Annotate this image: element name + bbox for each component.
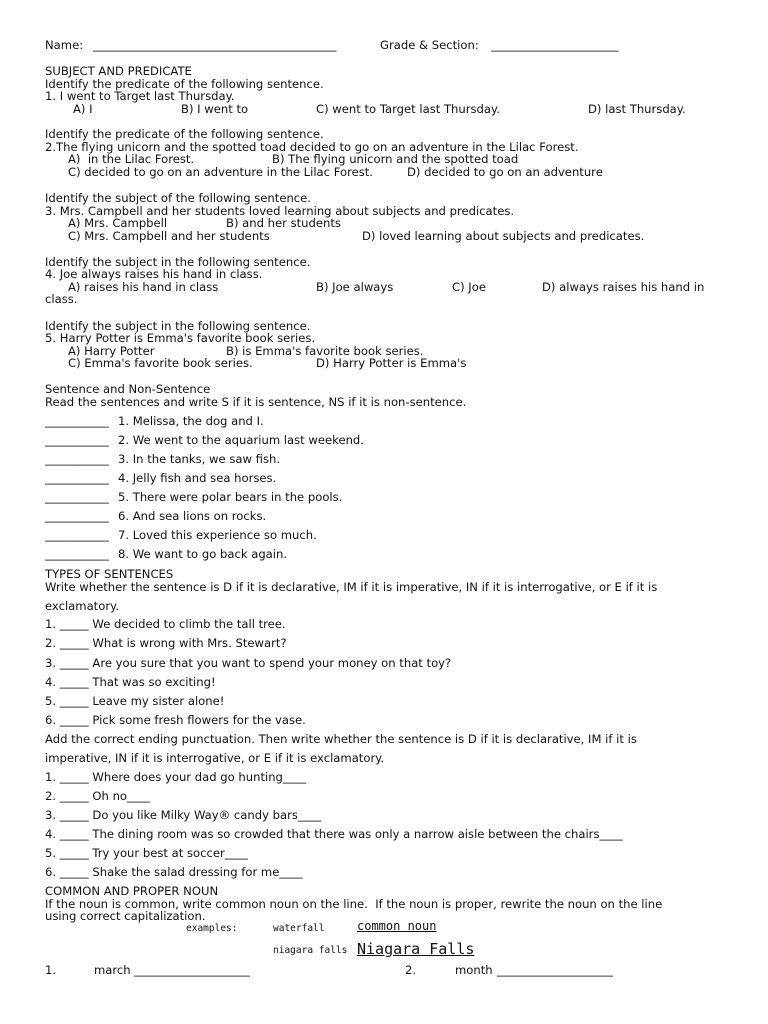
q1-option-d[interactable]: D) last Thursday. bbox=[588, 102, 686, 116]
types-item: 1. _____ We decided to climb the tall tree. bbox=[45, 617, 286, 631]
types-item: 2. _____ What is wrong with Mrs. Stewart? bbox=[45, 636, 287, 650]
sn-blank[interactable]: ___________ bbox=[45, 547, 109, 561]
q3-option-d[interactable]: D) loved learning about subjects and predicates. bbox=[362, 229, 645, 243]
q5-option-b[interactable]: B) is Emma's favorite book series. bbox=[226, 344, 424, 358]
q4-option-b[interactable]: B) Joe always bbox=[316, 280, 394, 294]
q1-option-b[interactable]: B) I went to bbox=[181, 102, 249, 116]
q2-instruction: Identify the predicate of the following sentence. bbox=[45, 127, 324, 141]
q4-stem: 4. Joe always raises his hand in class. bbox=[45, 267, 263, 281]
noun-item-number: 1. bbox=[45, 963, 57, 977]
name-field[interactable]: __________________________________________ bbox=[93, 38, 337, 52]
example1-word: waterfall bbox=[273, 923, 325, 934]
q5-option-c[interactable]: C) Emma's favorite book series. bbox=[68, 356, 253, 370]
q2-option-a[interactable]: A) in the Lilac Forest. bbox=[68, 152, 195, 166]
sn-item: 3. In the tanks, we saw fish. bbox=[118, 452, 281, 466]
punctuation-item: 6. _____ Shake the salad dressing for me____ bbox=[45, 865, 303, 879]
q4-instruction: Identify the subject in the following sentence. bbox=[45, 255, 311, 269]
section-title-sentence: Sentence and Non-Sentence bbox=[45, 382, 211, 396]
noun-item-word: march bbox=[94, 963, 131, 977]
noun-item-number: 2. bbox=[405, 963, 417, 977]
q2-option-b[interactable]: B) The flying unicorn and the spotted toad bbox=[272, 152, 519, 166]
punctuation-item: 2. _____ Oh no____ bbox=[45, 789, 151, 803]
noun-answer-line[interactable]: ____________________ bbox=[134, 963, 250, 977]
punctuation-item: 1. _____ Where does your dad go hunting____ bbox=[45, 770, 307, 784]
sn-blank[interactable]: ___________ bbox=[45, 509, 109, 523]
sn-item: 1. Melissa, the dog and I. bbox=[118, 414, 264, 428]
sn-blank[interactable]: ___________ bbox=[45, 452, 109, 466]
q3-instruction: Identify the subject of the following sentence. bbox=[45, 191, 311, 205]
sn-item: 5. There were polar bears in the pools. bbox=[118, 490, 343, 504]
sn-item: 2. We went to the aquarium last weekend. bbox=[118, 433, 364, 447]
types-item: 6. _____ Pick some fresh flowers for the vase. bbox=[45, 713, 306, 727]
sn-item: 7. Loved this experience so much. bbox=[118, 528, 317, 542]
q3-option-a[interactable]: A) Mrs. Campbell bbox=[68, 216, 168, 230]
punctuation-item: 3. _____ Do you like Milky Way® candy bars____ bbox=[45, 808, 322, 822]
grade-label: Grade & Section: bbox=[380, 38, 479, 52]
example2-answer: Niagara Falls bbox=[357, 940, 475, 958]
q1-instruction: Identify the predicate of the following sentence. bbox=[45, 77, 324, 91]
q1-option-c[interactable]: C) went to Target last Thursday. bbox=[316, 102, 500, 116]
sn-item: 8. We want to go back again. bbox=[118, 547, 288, 561]
types-item: 5. _____ Leave my sister alone! bbox=[45, 694, 225, 708]
types-item: 4. _____ That was so exciting! bbox=[45, 675, 216, 689]
q2-stem: 2.The flying unicorn and the spotted toad decided to go on an adventure in the Lilac Forest. bbox=[45, 140, 579, 154]
q3-stem: 3. Mrs. Campbell and her students loved learning about subjects and predicates. bbox=[45, 204, 515, 218]
punctuation-item: 4. _____ The dining room was so crowded that there was only a narrow aisle between the chairs____ bbox=[45, 827, 623, 841]
example2-word: niagara falls bbox=[273, 945, 348, 956]
section-title-common-proper: COMMON AND PROPER NOUN bbox=[45, 884, 219, 898]
grade-field[interactable]: ______________________ bbox=[491, 38, 619, 52]
q2-option-c[interactable]: C) decided to go on an adventure in the Lilac Forest. bbox=[68, 165, 373, 179]
section-title-subject-predicate: SUBJECT AND PREDICATE bbox=[45, 64, 192, 78]
examples-label: examples: bbox=[186, 923, 238, 934]
types-item: 3. _____ Are you sure that you want to spend your money on that toy? bbox=[45, 656, 452, 670]
q3-option-c[interactable]: C) Mrs. Campbell and her students bbox=[68, 229, 270, 243]
sn-item: 4. Jelly fish and sea horses. bbox=[118, 471, 277, 485]
sn-blank[interactable]: ___________ bbox=[45, 490, 109, 504]
q4-option-c[interactable]: C) Joe bbox=[452, 280, 486, 294]
common-proper-instruction-2: using correct capitalization. bbox=[45, 909, 206, 923]
example1-answer: common noun bbox=[357, 919, 437, 933]
q1-stem: 1. I went to Target last Thursday. bbox=[45, 89, 235, 103]
punctuation-instruction-1: Add the correct ending punctuation. Then write whether the sentence is D if it is declarative, IM if it is bbox=[45, 732, 637, 746]
sn-blank[interactable]: ___________ bbox=[45, 528, 109, 542]
q5-option-a[interactable]: A) Harry Potter bbox=[68, 344, 155, 358]
q5-stem: 5. Harry Potter is Emma's favorite book series. bbox=[45, 331, 316, 345]
q5-option-d[interactable]: D) Harry Potter is Emma's bbox=[316, 356, 467, 370]
common-proper-instruction-1: If the noun is common, write common noun on the line. If the noun is proper, rewrite the noun on the line bbox=[45, 897, 663, 911]
q1-option-a[interactable]: A) I bbox=[73, 102, 93, 116]
sn-blank[interactable]: ___________ bbox=[45, 471, 109, 485]
q4-option-a[interactable]: A) raises his hand in class bbox=[68, 280, 219, 294]
sn-blank[interactable]: ___________ bbox=[45, 414, 109, 428]
q4-option-d[interactable]: D) always raises his hand in bbox=[542, 280, 705, 294]
noun-answer-line[interactable]: ____________________ bbox=[497, 963, 613, 977]
sentence-instruction: Read the sentences and write S if it is sentence, NS if it is non-sentence. bbox=[45, 395, 467, 409]
types-instruction-1: Write whether the sentence is D if it is declarative, IM if it is imperative, IN if it is interrogative, or E if it is bbox=[45, 580, 658, 594]
noun-item-word: month bbox=[455, 963, 493, 977]
types-instruction-2: exclamatory. bbox=[45, 599, 119, 613]
punctuation-instruction-2: imperative, IN if it is interrogative, or E if it is exclamatory. bbox=[45, 751, 385, 765]
q5-instruction: Identify the subject in the following sentence. bbox=[45, 319, 311, 333]
name-label: Name: bbox=[45, 38, 84, 52]
q3-option-b[interactable]: B) and her students bbox=[226, 216, 341, 230]
q4-option-d-wrap: class. bbox=[45, 292, 78, 306]
sn-blank[interactable]: ___________ bbox=[45, 433, 109, 447]
section-title-types: TYPES OF SENTENCES bbox=[45, 567, 174, 581]
punctuation-item: 5. _____ Try your best at soccer____ bbox=[45, 846, 248, 860]
sn-item: 6. And sea lions on rocks. bbox=[118, 509, 267, 523]
q2-option-d[interactable]: D) decided to go on an adventure bbox=[407, 165, 603, 179]
